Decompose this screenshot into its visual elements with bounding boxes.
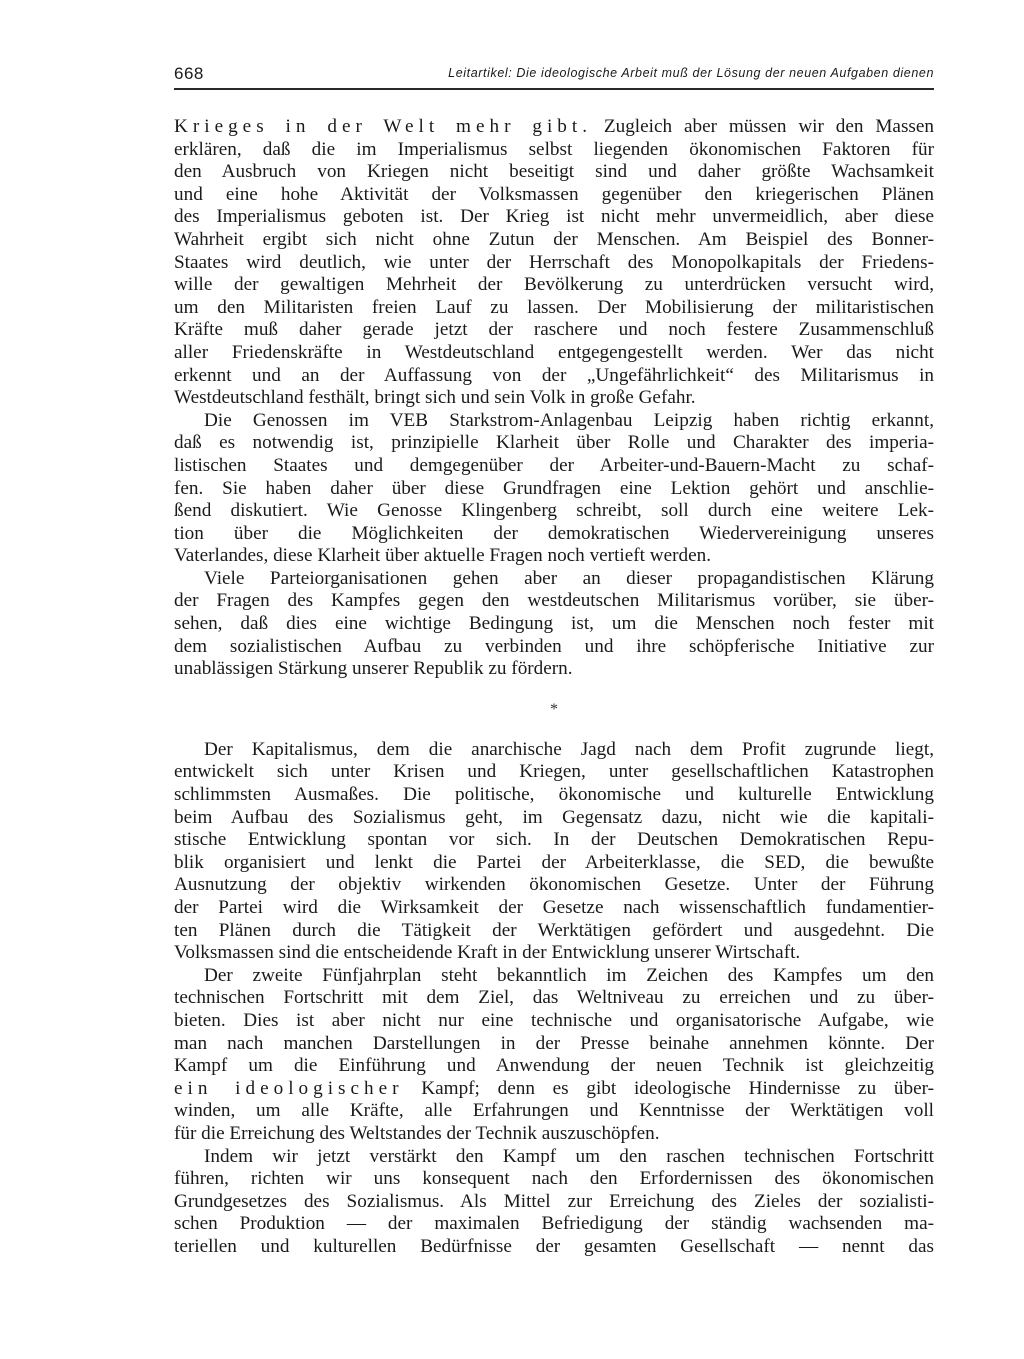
text-line <box>174 116 934 139</box>
text-line: tion über die Möglichkeiten der demokratischen Wiedervereinigung unseres <box>174 522 934 544</box>
text-line: technischen Fortschritt mit dem Ziel, das Weltniveau zu erreichen und zu über- <box>174 987 934 1009</box>
spaced-emphasis: Krieges in der Welt mehr gibt. <box>174 116 592 137</box>
text-line: Kampf um die Einführung und Anwendung der neuen Technik ist gleichzeitig <box>174 1055 934 1077</box>
text-line: erklären, daß die im Imperialismus selbst liegenden ökonomischen Faktoren für <box>174 138 934 160</box>
text-line: daß es notwendig ist, prinzipielle Klarheit über Rolle und Charakter des imperia- <box>174 432 934 454</box>
text-line: der Partei wird die Wirksamkeit der Gesetze nach wissenschaftlich fundamentier- <box>174 897 934 918</box>
text-line: man nach manchen Darstellungen in der Presse beinahe annehmen könnte. Der <box>174 1032 934 1054</box>
text-line: sehen, daß dies eine wichtige Bedingung ist, um die Menschen noch fester mit <box>174 613 934 635</box>
text-line: winden, um alle Kräfte, alle Erfahrungen und Kenntnisse der Werktätigen voll <box>174 1100 934 1122</box>
paragraph-2 <box>174 410 934 568</box>
text-line: um den Militaristen freien Lauf zu lassen. Der Mobilisierung der militaristischen <box>174 296 934 318</box>
text-line: der Fragen des Kampfes gegen den westdeutschen Militarismus vorüber, sie über- <box>174 590 934 612</box>
section-separator: * <box>550 700 558 718</box>
article-body <box>174 116 934 1259</box>
text-line: Kräfte muß daher gerade jetzt der raschere und noch festere Zusammenschluß <box>174 319 934 341</box>
text-line: wille der gewaltigen Mehrheit der Bevölkerung zu unterdrücken versucht wird, <box>174 274 934 296</box>
text-line: den Ausbruch von Kriegen nicht beseitigt sind und daher größte Wachsamkeit <box>174 161 934 183</box>
spaced-emphasis: ein ideologischer <box>174 1077 404 1099</box>
text-line: Indem wir jetzt verstärkt den Kampf um den raschen technischen Fortschritt <box>204 1145 934 1167</box>
text-line: Grundgesetzes des Sozialismus. Als Mittel zur Erreichung des Zieles der sozialisti- <box>174 1190 934 1212</box>
text-line: Westdeutschland festhält, bringt sich und sein Volk in große Gefahr. <box>174 387 696 409</box>
text-line: des Imperialismus geboten ist. Der Krieg ist nicht mehr unvermeidlich, aber diese <box>174 206 934 228</box>
text-line: fen. Sie haben daher über diese Grundfragen eine Lektion gehört und anschlie- <box>174 477 934 499</box>
text-line: schen Produktion — der maximalen Befriedigung der ständig wachsenden ma- <box>174 1213 934 1235</box>
running-title: Leitartikel: Die ideologische Arbeit muß der Lösung der neuen Aufgaben dienen <box>448 66 934 80</box>
paragraph-5 <box>174 965 934 1146</box>
text-line: unablässigen Stärkung unserer Republik zu fördern. <box>174 658 573 680</box>
text-line: erkennt und an der Auffassung von der „Ungefährlichkeit“ des Militarismus in <box>174 364 934 386</box>
text-line: Staates wird deutlich, wie unter der Herrschaft des Monopolkapitals der Friedens- <box>174 251 934 273</box>
text-line: teriellen und kulturellen Bedürfnisse der gesamten Gesellschaft — nennt das <box>174 1235 934 1257</box>
text-span: Kampf; denn es gibt ideologische Hindernisse zu über- <box>403 1077 934 1099</box>
text-line: und eine hohe Aktivität der Volksmassen gegenüber den kriegerischen Plänen <box>174 183 934 205</box>
text-line: Der Kapitalismus, dem die anarchische Jagd nach dem Profit zugrunde liegt, <box>204 738 934 760</box>
text-line: aller Friedenskräfte in Westdeutschland entgegengestellt werden. Wer das nicht <box>174 341 934 363</box>
text-line: bieten. Dies ist aber nicht nur eine technische und organisatorische Aufgabe, wie <box>174 1009 934 1031</box>
text-line: Volksmassen sind die entscheidende Kraft in der Entwicklung unserer Wirtschaft. <box>174 942 801 964</box>
text-line: ßend diskutiert. Wie Genosse Klingenberg schreibt, soll durch eine weitere Lek- <box>174 500 934 522</box>
paragraph-6 <box>174 1146 934 1259</box>
text-line: Ausnutzung der objektiv wirkenden ökonomischen Gesetze. Unter der Führung <box>174 874 934 896</box>
text-line <box>174 1078 934 1101</box>
text-line: schlimmsten Ausmaßes. Die politische, ökonomische und kulturelle Entwicklung <box>174 784 934 806</box>
running-head <box>174 62 934 90</box>
text-line: Wahrheit ergibt sich nicht ohne Zutun der Menschen. Am Beispiel des Bonner- <box>174 228 934 250</box>
text-line: ten Plänen durch die Tätigkeit der Werktätigen gefördert und ausgedehnt. Die <box>174 919 934 941</box>
paragraph-4 <box>174 739 934 965</box>
text-span: Zugleich aber müssen wir den Massen <box>592 116 934 137</box>
text-line: Vaterlandes, diese Klarheit über aktuelle Fragen noch vertieft werden. <box>174 545 712 567</box>
text-line: Viele Parteiorganisationen gehen aber an dieser propagandistischen Klärung <box>204 567 934 589</box>
paragraph-3 <box>174 568 934 681</box>
text-line: dem sozialistischen Aufbau zu verbinden und ihre schöpferische Initiative zur <box>174 635 934 657</box>
text-line: listischen Staates und demgegenüber der Arbeiter-und-Bauern-Macht zu schaf- <box>174 454 934 476</box>
text-line: für die Erreichung des Weltstandes der Technik auszuschöpfen. <box>174 1122 660 1144</box>
text-line: beim Aufbau des Sozialismus geht, im Gegensatz dazu, nicht wie die kapitali- <box>174 806 934 828</box>
paragraph-1 <box>174 116 934 410</box>
text-line: blik organisiert und lenkt die Partei der Arbeiterklasse, die SED, die bewußte <box>174 851 934 873</box>
text-line: Der zweite Fünfjahrplan steht bekanntlich im Zeichen des Kampfes um den <box>204 964 934 986</box>
text-line: Die Genossen im VEB Starkstrom-Anlagenbau Leipzig haben richtig erkannt, <box>204 409 934 431</box>
text-line: stische Entwicklung spontan vor sich. In der Deutschen Demokratischen Repu- <box>174 829 934 851</box>
text-line: entwickelt sich unter Krisen und Kriegen, unter gesellschaftlichen Katastrophen <box>174 761 934 783</box>
page-number: 668 <box>174 64 204 83</box>
text-line: führen, richten wir uns konsequent nach den Erfordernissen des ökonomischen <box>174 1168 934 1190</box>
